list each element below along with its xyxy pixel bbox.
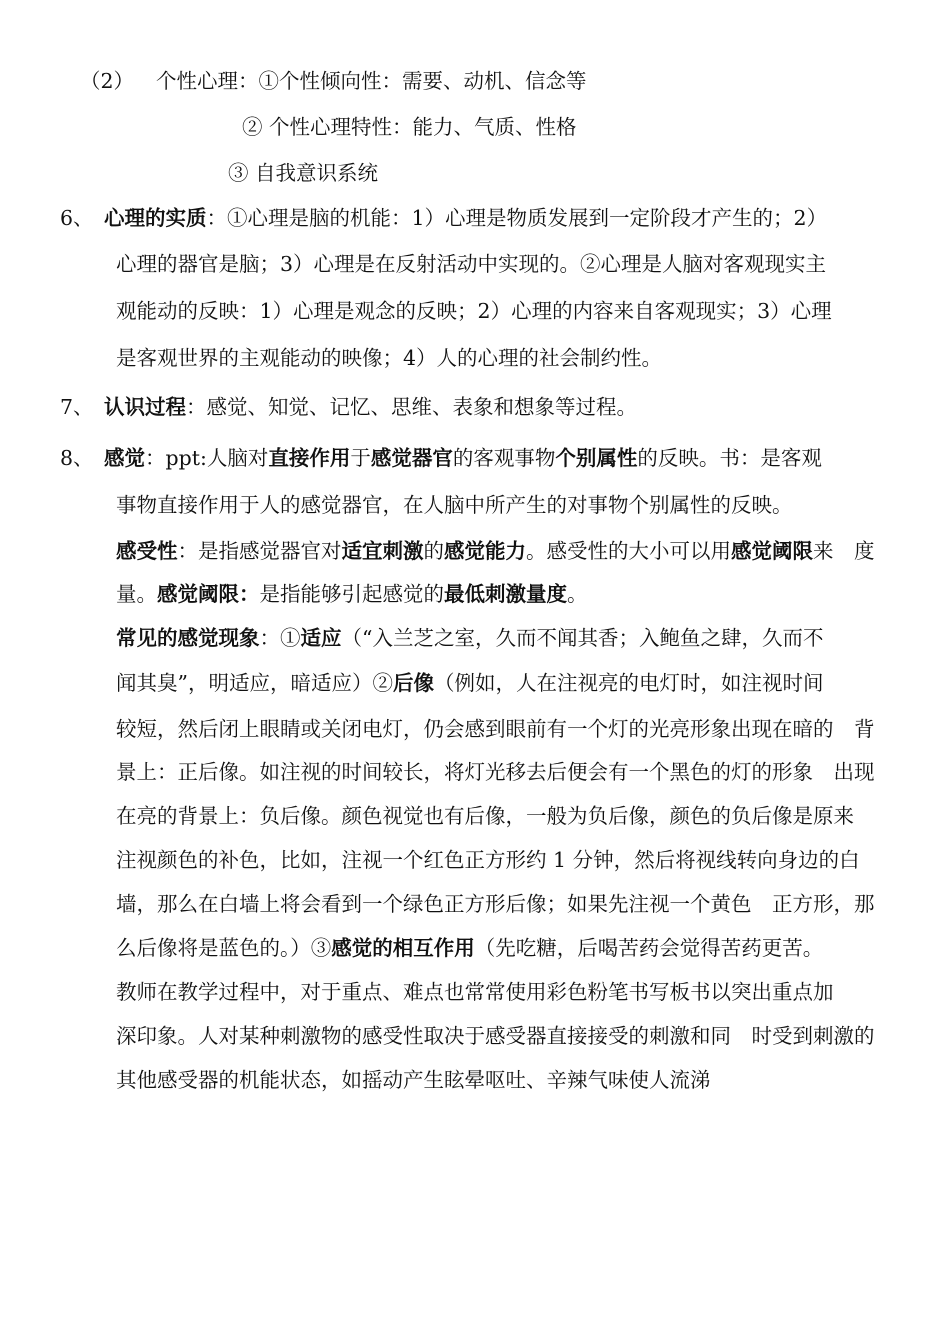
item-8-line-11: 墙，那么在白墙上将会看到一个绿色正方形后像；如果先注视一个黄色 正方形，那 xyxy=(116,892,875,916)
item-8-line-3 xyxy=(116,537,875,565)
text-span: （先吃糖，后喝苦药会觉得苦药更苦。 xyxy=(474,936,824,960)
item-7-line xyxy=(104,393,637,421)
term-individual-attribute: 个别属性 xyxy=(555,446,638,470)
item-6-label: 心理的实质 xyxy=(104,206,207,230)
term-threshold: 感觉阈限 xyxy=(731,539,813,563)
item-2-title: 个性心理： xyxy=(156,69,259,93)
text-span: 闻其臭”，明适应，暗适应）② xyxy=(116,671,393,695)
text-span: 来 度 xyxy=(813,539,875,563)
item-8-line-5 xyxy=(116,624,823,652)
item-2-sub-1: ①个性倾向性：需要、动机、信念等 xyxy=(258,69,587,93)
term-minimum-stimulus: 最低刺激量度 xyxy=(444,582,567,606)
item-6-number: 6、 xyxy=(60,206,94,230)
item-2-prefix: （2） xyxy=(80,69,135,93)
term-adequate-stimulus: 适宜刺激 xyxy=(341,539,424,563)
text-span: 。感受性的大小可以用 xyxy=(526,539,731,563)
item-8-line-8: 景上：正后像。如注视的时间较长，将灯光移去后便会有一个黑色的灯的形象 出现 xyxy=(116,760,875,784)
term-interaction: 感觉的相互作用 xyxy=(331,936,475,960)
text-span: ：ppt:人脑对 xyxy=(145,446,269,470)
item-8-line-14: 深印象。人对某种刺激物的感受性取决于感受器直接接受的刺激和同 时受到刺激的 xyxy=(116,1024,875,1048)
item-8-line-13: 教师在教学过程中，对于重点、难点也常常使用彩色粉笔书写板书以突出重点加 xyxy=(116,980,834,1004)
item-2-sub-3: ③ 自我意识系统 xyxy=(228,161,379,185)
text-span: （例如，人在注视亮的电灯时，如注视时间 xyxy=(433,671,824,695)
term-common-phenomena: 常见的感觉现象 xyxy=(116,626,260,650)
item-2-sub-2: ② 个性心理特性：能力、气质、性格 xyxy=(242,115,577,139)
item-8-line-9: 在亮的背景上：负后像。颜色视觉也有后像，一般为负后像，颜色的负后像是原来 xyxy=(116,804,854,828)
item-7-label: 认识过程 xyxy=(104,395,186,419)
term-afterimage: 后像 xyxy=(392,671,434,695)
term-sensory-ability: 感觉能力 xyxy=(444,539,526,563)
term-direct-action: 直接作用 xyxy=(268,446,351,470)
text-span: 是指能够引起感觉的 xyxy=(259,582,444,606)
item-6-line-4: 是客观世界的主观能动的映像；4）人的心理的社会制约性。 xyxy=(116,346,663,370)
item-8-line-12 xyxy=(116,934,823,962)
text-span: 。 xyxy=(567,582,588,606)
item-6-text-1: ：①心理是脑的机能：1）心理是物质发展到一定阶段才产生的；2） xyxy=(206,206,828,230)
item-8-line-7: 较短，然后闭上眼睛或关闭电灯，仍会感到眼前有一个灯的光亮形象出现在暗的 背 xyxy=(116,717,875,741)
item-8-line-2: 事物直接作用于人的感觉器官，在人脑中所产生的对事物个别属性的反映。 xyxy=(116,493,793,517)
text-span: ：① xyxy=(259,626,301,650)
term-sensitivity: 感受性 xyxy=(116,539,178,563)
item-8-line-10: 注视颜色的补色，比如，注视一个红色正方形约 1 分钟，然后将视线转向身边的白 xyxy=(116,848,860,872)
item-8-line-4 xyxy=(116,580,588,608)
text-span: 量。 xyxy=(116,582,157,606)
text-span: 么后像将是蓝色的。）③ xyxy=(116,936,332,960)
text-span: ：是指感觉器官对 xyxy=(177,539,342,563)
term-adaptation: 适应 xyxy=(300,626,342,650)
item-8-line-6 xyxy=(116,669,823,697)
text-span: 的客观事物 xyxy=(452,446,556,470)
item-6-line-2: 心理的器官是脑；3）心理是在反射活动中实现的。②心理是人脑对客观现实主 xyxy=(116,252,827,276)
item-8-number: 8、 xyxy=(60,446,94,470)
item-2-line-1 xyxy=(80,67,587,95)
item-6-line-3: 观能动的反映：1）心理是观念的反映；2）心理的内容来自客观现实；3）心理 xyxy=(116,299,832,323)
term-threshold-definition: 感觉阈限： xyxy=(157,582,260,606)
text-span: 的反映。书：是客观 xyxy=(637,446,822,470)
term-sense-organ: 感觉器官 xyxy=(370,446,453,470)
text-span: （“入兰芝之室，久而不闻其香；入鲍鱼之肆，久而不 xyxy=(341,626,824,650)
item-8-line-15: 其他感受器的机能状态，如摇动产生眩晕呕吐、辛辣气味使人流涕 xyxy=(116,1068,711,1092)
text-span: 于 xyxy=(350,446,371,470)
item-6-line-1 xyxy=(104,204,827,232)
term-sensation: 感觉 xyxy=(104,446,145,470)
item-8-line-1 xyxy=(104,444,822,472)
item-7-number: 7、 xyxy=(60,395,94,419)
text-span: 的 xyxy=(423,539,444,563)
item-7-text: ：感觉、知觉、记忆、思维、表象和想象等过程。 xyxy=(186,395,637,419)
